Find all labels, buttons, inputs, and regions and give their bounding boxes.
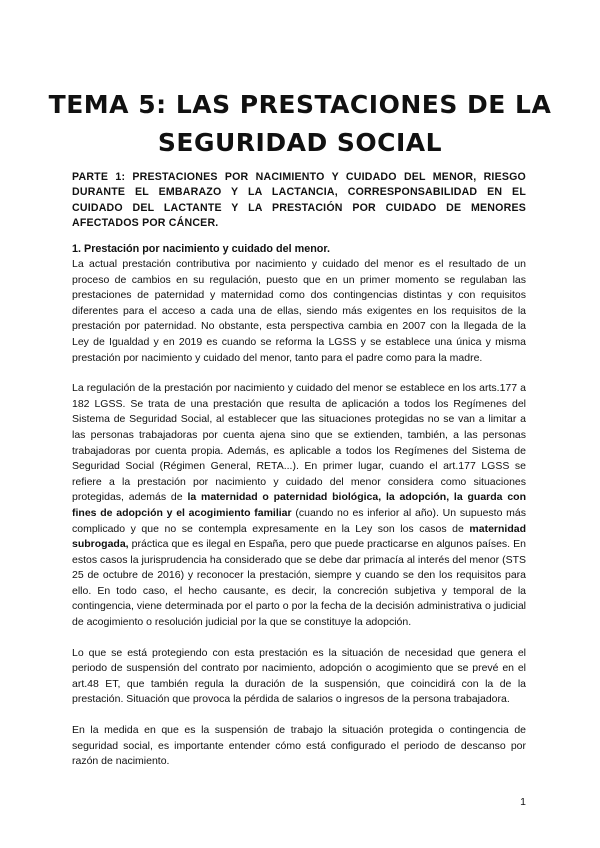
title-line-1: TEMA 5: LAS PRESTACIONES DE LA <box>48 90 552 119</box>
paragraph-4: En la medida en que es la suspensión de trabajo la situación protegida o contingencia de seguridad social, es importante entender cómo está configurado el periodo de descanso por razón de nacimiento. <box>72 724 526 768</box>
paragraph-3: Lo que se está protegiendo con esta prestación es la situación de necesidad que genera el periodo de suspensión del contrato por nacimiento, adopción o acogimiento que se prevé en el art.48 ET, que también regula la duración de la suspensión, que coincidirá con la de la prestación. Situación que provoca la pérdida de salarios o ingresos de la persona trabajadora. <box>72 646 526 706</box>
body-content <box>72 241 526 785</box>
paragraph-2-bold-subrogated-maternity: maternidad subrogada, <box>72 522 526 551</box>
page-number: 1 <box>520 796 526 808</box>
document-title <box>40 86 560 162</box>
part-heading: PARTE 1: PRESTACIONES POR NACIMIENTO Y CUIDADO DEL MENOR, RIESGO DURANTE EL EMBARAZO Y LA LACTANCIA, CORRESPONSABILIDAD EN EL CUIDADO DEL LACTANTE Y LA PRESTACIÓN POR CUIDADO DE MENORES AFECTADOS POR CÁNCER. <box>72 171 526 230</box>
paragraph-2-text-e: práctica que es ilegal en España, pero que puede practicarse en algunos países. En estos casos la jurisprudencia ha considerado que se debe dar primacía al interés del menor (STS 25 de octubre de 2016) y reconocer la prestación, siempre y cuando se den los requisitos para ello. En todo caso, el hecho causante, es decir, la concreción subjetiva y temporal de la contingencia, viene determinada por el parto o por la fecha de la decisión administrativa o judicial de acogimiento o resolución judicial por la que se constituye la adopción. <box>72 538 526 629</box>
section-heading: 1. Prestación por nacimiento y cuidado del menor. <box>72 243 330 255</box>
paragraph-2-text-a: La regulación de la prestación por nacimiento y cuidado del menor se establece en los arts.177 a 182 LGSS. Se trata de una prestación que resulta de aplicación a todos los Regímenes del Sistema de Seguridad Social, al establecer que las situaciones protegidas no se van a limitar a las personas trabajadoras por cuenta ajena sino que se extienden, también, a las personas trabajadoras por cuenta propia. Además, es aplicable a todos los Regímenes del Sistema de Seguridad Social (Régimen General, RETA...). En primer lugar, cuando el art.177 LGSS se refiere a la prestación por nacimiento y cuidado del menor considera como situaciones protegidas, además de <box>72 382 526 504</box>
title-line-2: SEGURIDAD SOCIAL <box>157 128 443 157</box>
paragraph-2-text-c: (cuando no es inferior al año). Un supuesto más complicado y que no se contempla expresamente en la Ley son los casos de <box>72 506 527 535</box>
paragraph-1: La actual prestación contributiva por nacimiento y cuidado del menor es el resultado de un proceso de cambios en su regulación, puesto que en un primer momento se regulaban las prestaciones de paternidad y maternidad como dos contingencias distintas y con requisitos diferentes para el acceso a cada una de ellas, siendo más exigentes en los requisitos de la prestación por paternidad. No obstante, esta perspectiva cambia en 2007 con la llegada de la Ley de Igualdad y en 2019 es cuando se reforma la LGSS y se establece una única y misma prestación por nacimiento y cuidado del menor, tanto para el padre como para la madre. <box>72 258 526 364</box>
paragraph-2-bold-protected-situations: la maternidad o paternidad biológica, la adopción, la guarda con fines de adopción y el acogimiento familiar <box>72 491 526 519</box>
paragraph-2 <box>72 381 526 631</box>
